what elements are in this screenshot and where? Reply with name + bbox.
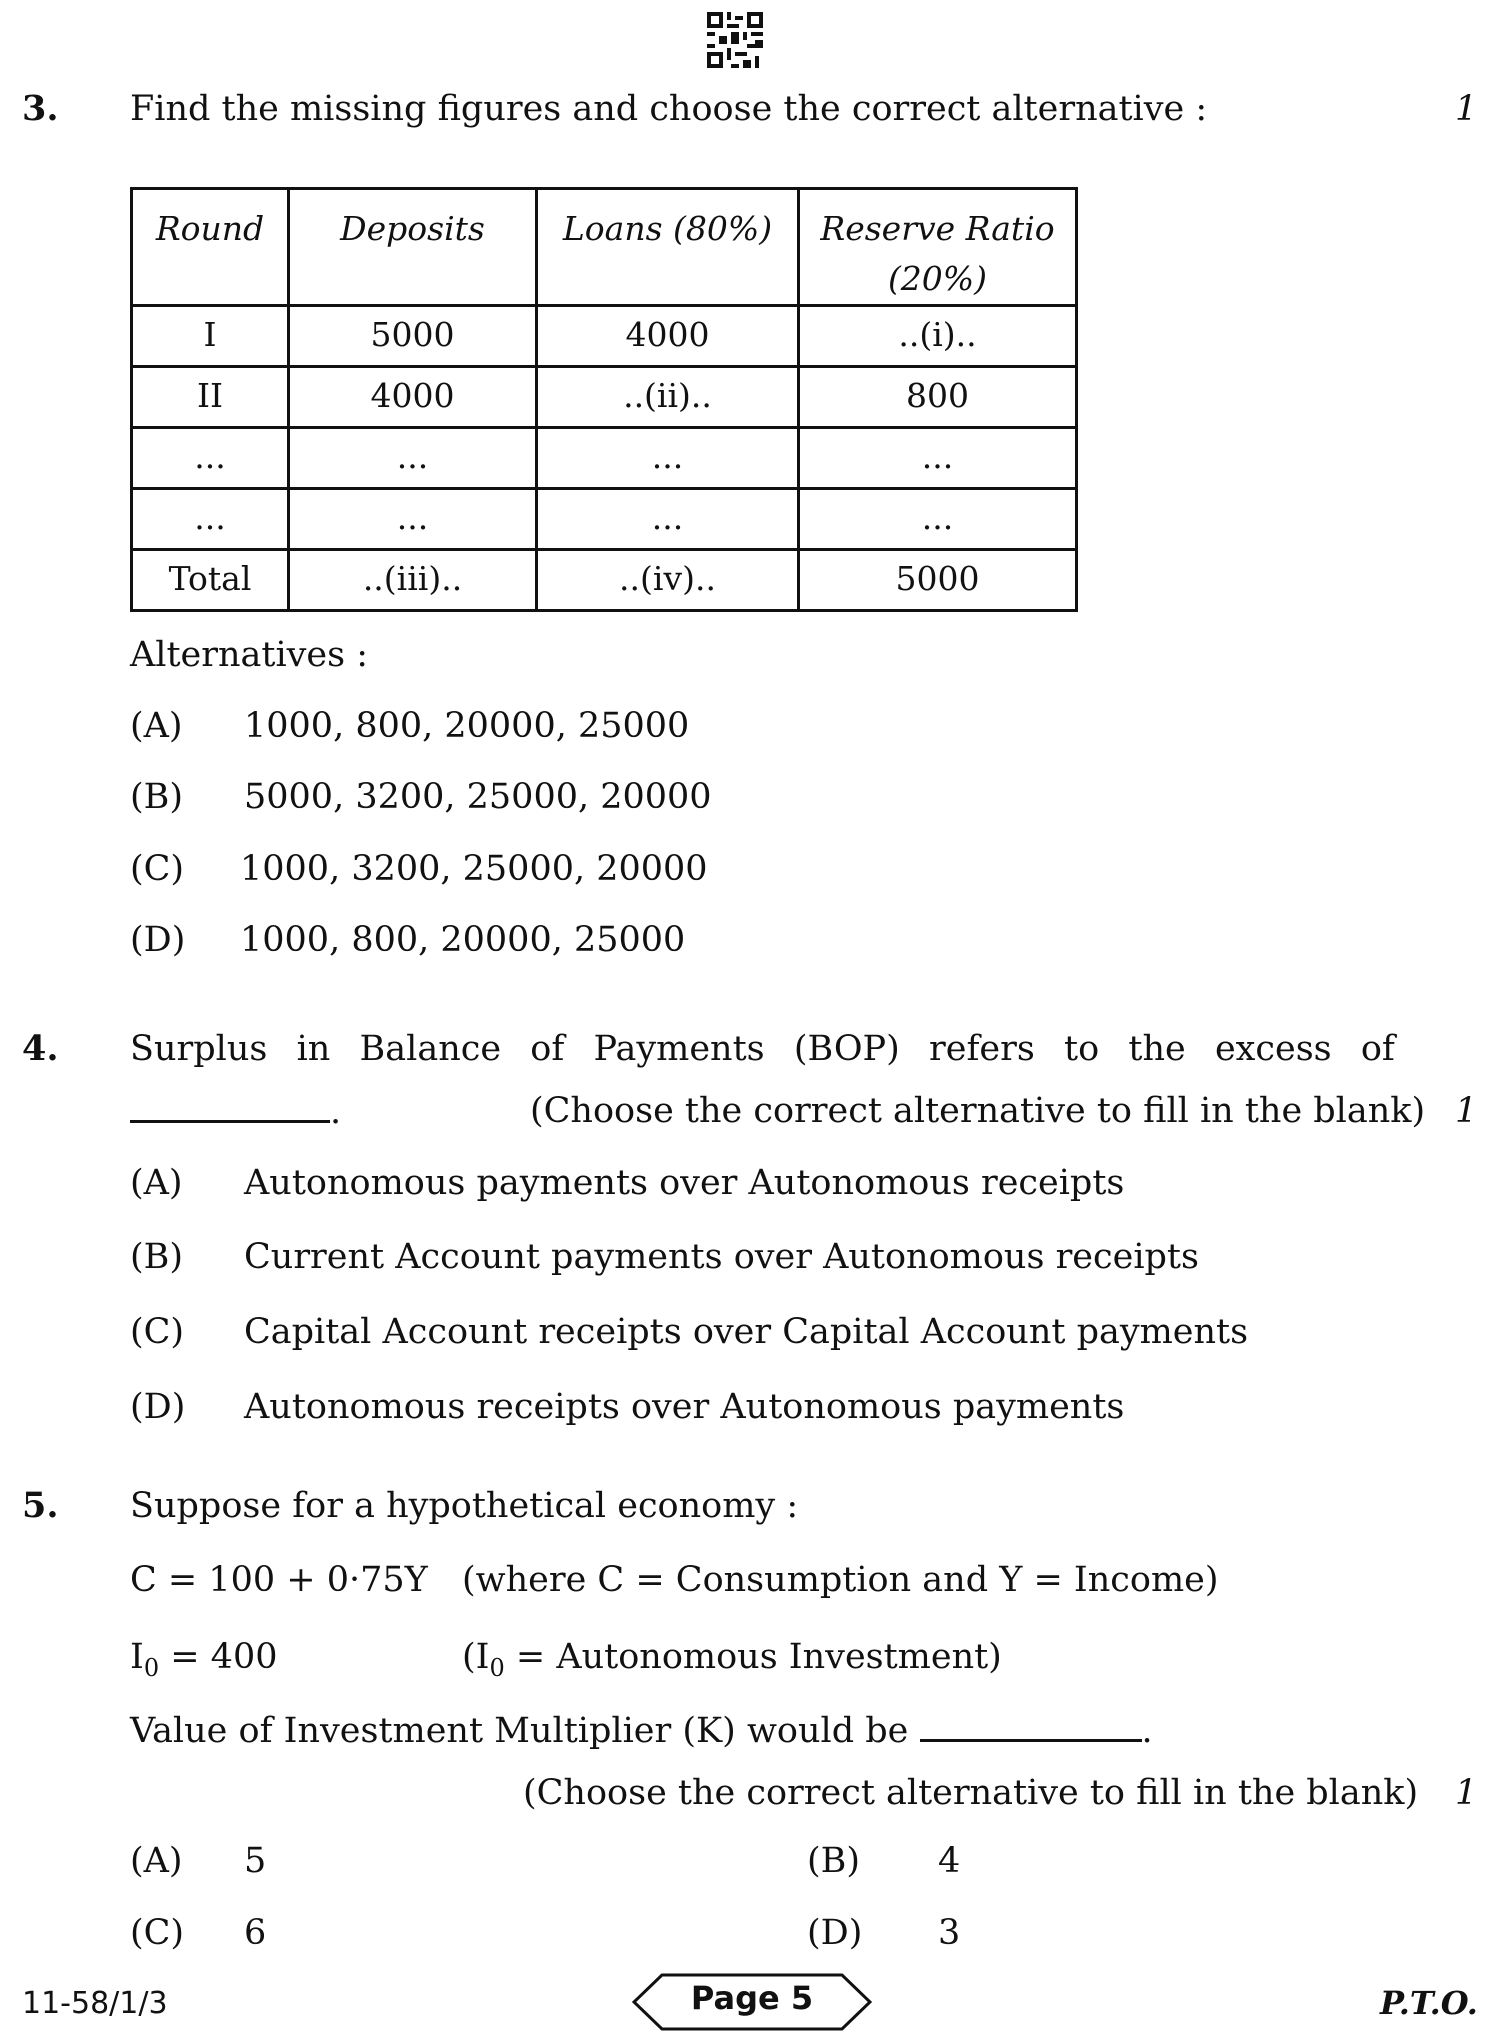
table-header-row (132, 189, 1077, 306)
table-row (132, 489, 1077, 550)
table-row (132, 428, 1077, 489)
credit-creation-table (130, 187, 1078, 612)
qr-code-icon (707, 12, 763, 68)
option-letter: (C) (130, 849, 185, 889)
table-cell: 800 (799, 367, 1077, 428)
question-number: 5. (22, 1485, 59, 1526)
question-number: 4. (22, 1028, 59, 1069)
option-letter: (D) (130, 920, 186, 960)
table-cell: ..(iii).. (289, 550, 537, 611)
table-row-total (132, 550, 1077, 611)
table-cell: 4000 (289, 367, 537, 428)
header-reserve-ratio: Reserve Ratio (20%) (799, 189, 1077, 306)
option-letter: (A) (130, 1163, 183, 1203)
question-instruction: (Choose the correct alternative to fill in the blank) (523, 1773, 1419, 1813)
table-cell: 4000 (537, 306, 799, 367)
option-text: 3 (938, 1913, 961, 1953)
table-cell: 5000 (289, 306, 537, 367)
table-cell: ... (799, 489, 1077, 550)
option-letter: (B) (130, 777, 184, 817)
table-cell: 5000 (799, 550, 1077, 611)
option-text: 1000, 800, 20000, 25000 (240, 920, 686, 960)
option-text: Autonomous receipts over Autonomous payments (244, 1387, 1125, 1427)
option-text: 5 (244, 1841, 267, 1881)
consumption-equation: C = 100 + 0·75Y (130, 1560, 428, 1600)
multiplier-question: Value of Investment Multiplier (K) would be . (130, 1711, 1153, 1751)
question-marks: 1 (1455, 89, 1478, 129)
question-marks: 1 (1455, 1773, 1478, 1813)
table-cell: ... (289, 428, 537, 489)
consumption-equation-note: (where C = Consumption and Y = Income) (462, 1560, 1219, 1600)
table-cell: ..(i).. (799, 306, 1077, 367)
question-prompt: Surplus in Balance of Payments (BOP) refers to the excess of (130, 1029, 1395, 1069)
option-text: 6 (244, 1913, 267, 1953)
investment-equation-note: ($I_0$ = Autonomous Investment) (462, 1637, 1002, 1682)
investment-equation: $I_0 = 400$ (130, 1637, 278, 1682)
alternatives-label: Alternatives : (130, 635, 369, 675)
table-cell: II (132, 367, 289, 428)
header-loans: Loans (80%) (537, 189, 799, 306)
header-round: Round (132, 189, 289, 306)
question-number: 3. (22, 88, 59, 129)
option-letter: (C) (130, 1913, 185, 1953)
table-cell: Total (132, 550, 289, 611)
option-text: Autonomous payments over Autonomous receipts (244, 1163, 1125, 1203)
page-number-badge (632, 1973, 872, 2031)
option-letter: (D) (807, 1913, 863, 1953)
option-text: 1000, 3200, 25000, 20000 (240, 849, 708, 889)
option-letter: (D) (130, 1387, 186, 1427)
table-cell: ... (132, 489, 289, 550)
table-cell: ... (537, 489, 799, 550)
table-cell: ... (132, 428, 289, 489)
table-cell: I (132, 306, 289, 367)
table-cell: ... (799, 428, 1077, 489)
header-deposits: Deposits (289, 189, 537, 306)
table-row (132, 306, 1077, 367)
question-marks: 1 (1455, 1091, 1478, 1131)
option-letter: (A) (130, 1841, 183, 1881)
option-text: 4 (938, 1841, 961, 1881)
option-text: Current Account payments over Autonomous receipts (244, 1237, 1199, 1277)
table-cell: ..(iv).. (537, 550, 799, 611)
option-text: 5000, 3200, 25000, 20000 (244, 777, 712, 817)
option-letter: (B) (130, 1237, 184, 1277)
question-instruction: (Choose the correct alternative to fill in the blank) (530, 1091, 1426, 1131)
table-row (132, 367, 1077, 428)
table-cell: ... (289, 489, 537, 550)
question-prompt: Suppose for a hypothetical economy : (130, 1486, 799, 1526)
table-cell: ..(ii).. (537, 367, 799, 428)
option-letter: (A) (130, 706, 183, 746)
page-number: Page 5 (690, 1979, 814, 2017)
option-letter: (B) (807, 1841, 861, 1881)
table-cell: ... (537, 428, 799, 489)
option-letter: (C) (130, 1312, 185, 1352)
please-turn-over: P.T.O. (1380, 1984, 1478, 2022)
fill-blank: . (130, 1090, 341, 1133)
option-text: 1000, 800, 20000, 25000 (244, 706, 690, 746)
paper-code: 11-58/1/3 (22, 1986, 168, 2021)
question-prompt: Find the missing figures and choose the correct alternative : (130, 89, 1208, 129)
option-text: Capital Account receipts over Capital Account payments (244, 1312, 1249, 1352)
